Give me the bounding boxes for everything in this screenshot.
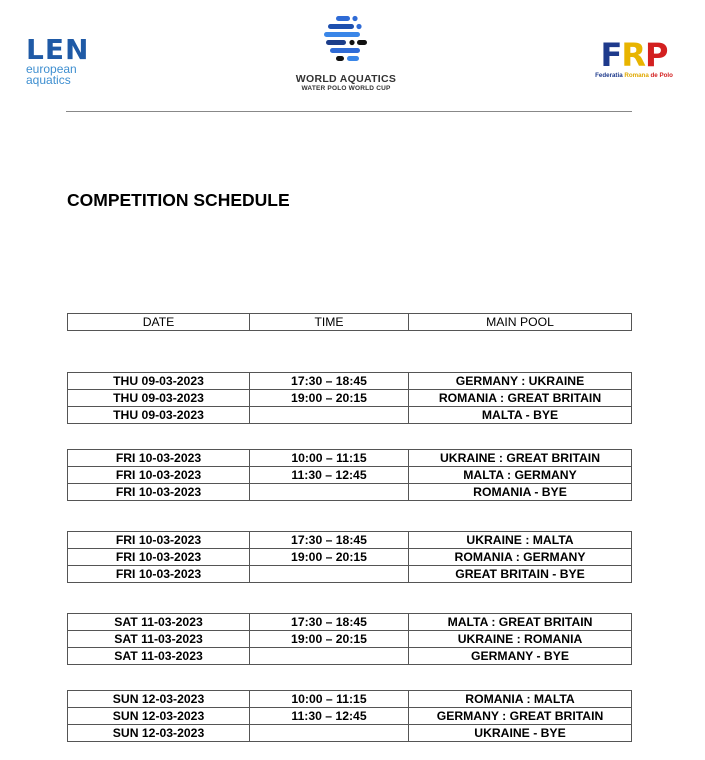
header-main-pool: MAIN POOL (409, 314, 632, 331)
world-aquatics-logo (284, 14, 408, 100)
schedule-header-table (67, 313, 632, 331)
frp-letter-p: P (645, 36, 668, 74)
cell-time: 17:30 – 18:45 (250, 532, 409, 549)
table-row (68, 467, 632, 484)
schedule-group-1 (67, 372, 632, 424)
table-row (68, 631, 632, 648)
frp-letter-f: F (600, 36, 622, 74)
table-row (68, 614, 632, 631)
cell-time: 19:00 – 20:15 (250, 390, 409, 407)
cell-match: GREAT BRITAIN - BYE (409, 566, 632, 583)
table-row (68, 549, 632, 566)
cell-date: FRI 10-03-2023 (68, 566, 250, 583)
world-aquatics-subtitle: WATER POLO WORLD CUP (301, 85, 391, 92)
frp-sub-a: Federatia (595, 72, 625, 79)
table-row (68, 450, 632, 467)
cell-time: 17:30 – 18:45 (250, 373, 409, 390)
table-row (68, 566, 632, 583)
cell-date: SAT 11-03-2023 (68, 631, 250, 648)
cell-match: ROMANIA : MALTA (409, 691, 632, 708)
schedule-group-4 (67, 613, 632, 665)
cell-match: ROMANIA : GERMANY (409, 549, 632, 566)
header-date: DATE (68, 314, 250, 331)
table-row (68, 725, 632, 742)
cell-time (250, 484, 409, 501)
cell-time: 10:00 – 11:15 (250, 691, 409, 708)
table-header-row (68, 314, 632, 331)
cell-time (250, 566, 409, 583)
frp-logo-subtitle (586, 72, 682, 79)
cell-date: THU 09-03-2023 (68, 390, 250, 407)
cell-match: MALTA - BYE (409, 407, 632, 424)
table-row (68, 484, 632, 501)
cell-time: 10:00 – 11:15 (250, 450, 409, 467)
schedule-group-3 (67, 531, 632, 583)
cell-match: UKRAINE : ROMANIA (409, 631, 632, 648)
cell-match: ROMANIA - BYE (409, 484, 632, 501)
cell-match: GERMANY : UKRAINE (409, 373, 632, 390)
cell-date: THU 09-03-2023 (68, 407, 250, 424)
cell-time: 17:30 – 18:45 (250, 614, 409, 631)
cell-time: 11:30 – 12:45 (250, 708, 409, 725)
frp-logo-mark (586, 38, 682, 72)
frp-sub-c: de Polo (650, 72, 673, 79)
world-aquatics-wave-icon (316, 14, 376, 66)
len-logo-line2: aquatics (26, 73, 71, 87)
frp-letter-r: R (621, 36, 646, 74)
cell-date: SAT 11-03-2023 (68, 614, 250, 631)
world-aquatics-title: WORLD AQUATICS (295, 73, 397, 85)
cell-date: SUN 12-03-2023 (68, 725, 250, 742)
table-row (68, 407, 632, 424)
cell-match: MALTA : GREAT BRITAIN (409, 614, 632, 631)
cell-time: 19:00 – 20:15 (250, 549, 409, 566)
cell-date: FRI 10-03-2023 (68, 450, 250, 467)
table-row (68, 648, 632, 665)
cell-time (250, 407, 409, 424)
schedule-group-5 (67, 690, 632, 742)
cell-match: UKRAINE : GREAT BRITAIN (409, 450, 632, 467)
table-row (68, 532, 632, 549)
header-time: TIME (250, 314, 409, 331)
cell-date: FRI 10-03-2023 (68, 484, 250, 501)
page-header (0, 0, 705, 112)
cell-time: 11:30 – 12:45 (250, 467, 409, 484)
cell-time: 19:00 – 20:15 (250, 631, 409, 648)
cell-match: UKRAINE : MALTA (409, 532, 632, 549)
cell-match: GERMANY - BYE (409, 648, 632, 665)
table-row (68, 691, 632, 708)
cell-match: GERMANY : GREAT BRITAIN (409, 708, 632, 725)
cell-date: FRI 10-03-2023 (68, 467, 250, 484)
cell-date: SAT 11-03-2023 (68, 648, 250, 665)
frp-federatia-romana-de-polo-logo (586, 38, 682, 86)
cell-date: FRI 10-03-2023 (68, 549, 250, 566)
table-row (68, 373, 632, 390)
len-logo-mark: LEN (26, 33, 90, 66)
cell-match: MALTA : GERMANY (409, 467, 632, 484)
cell-match: ROMANIA : GREAT BRITAIN (409, 390, 632, 407)
len-logo-line1: european (26, 62, 77, 76)
cell-time (250, 725, 409, 742)
cell-date: FRI 10-03-2023 (68, 532, 250, 549)
cell-date: SUN 12-03-2023 (68, 708, 250, 725)
cell-date: THU 09-03-2023 (68, 373, 250, 390)
header-divider (66, 111, 632, 112)
table-row (68, 390, 632, 407)
frp-sub-b: Romana (624, 72, 651, 79)
schedule-group-2 (67, 449, 632, 501)
cell-time (250, 648, 409, 665)
table-row (68, 708, 632, 725)
page-title: COMPETITION SCHEDULE (67, 190, 290, 210)
cell-match: UKRAINE - BYE (409, 725, 632, 742)
len-european-aquatics-logo (26, 33, 98, 87)
cell-date: SUN 12-03-2023 (68, 691, 250, 708)
